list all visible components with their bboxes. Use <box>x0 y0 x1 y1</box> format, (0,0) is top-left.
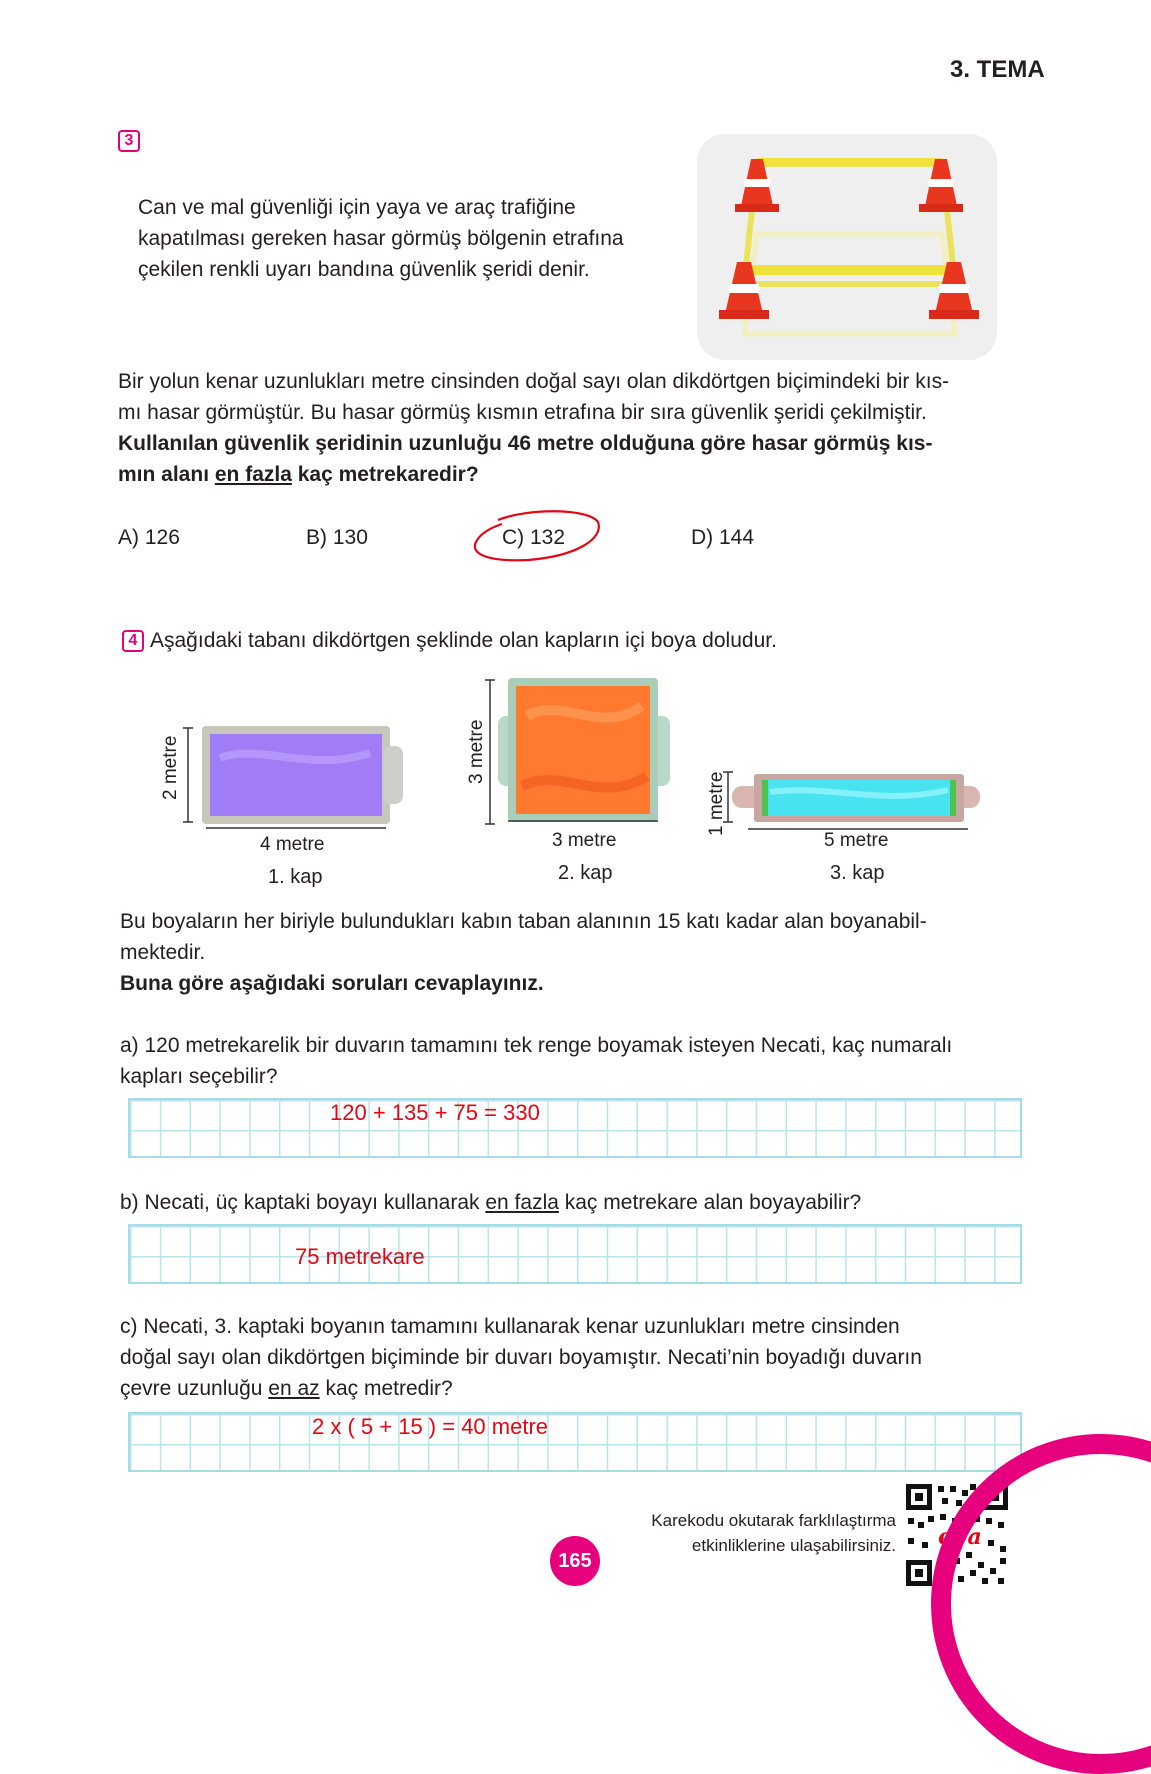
theme-heading: 3. TEMA <box>950 56 1045 83</box>
answer-grid-c[interactable] <box>128 1412 1022 1472</box>
container-2-width: 3 metre <box>552 830 617 851</box>
underlined-text: en fazla <box>214 463 292 486</box>
answer-circle-mark <box>468 508 604 568</box>
qr-caption <box>600 1508 896 1558</box>
question-4-paragraph <box>120 906 1040 999</box>
underlined-text: en az <box>268 1377 320 1400</box>
text-part: b) Necati, üç kaptaki boyayı kullanarak <box>120 1191 486 1214</box>
text-line <box>120 1373 1060 1404</box>
dimension-label: 3 metre <box>466 719 487 784</box>
instruction-line: Buna göre aşağıdaki soruları cevaplayınız. <box>120 972 544 995</box>
text-part: kaç metredir? <box>319 1377 453 1400</box>
text-part: mın alanı <box>118 463 215 486</box>
text-line: Bu boyaların her biriyle bulundukları kabın taban alanının 15 katı kadar alan boyanabil- <box>120 910 927 933</box>
text-line: mektedir. <box>120 941 206 964</box>
option-d[interactable]: D) 144 <box>691 526 755 549</box>
handwritten-answer-b: 75 metrekare <box>295 1244 425 1269</box>
container-2-name: 2. kap <box>558 862 613 884</box>
text-line: kapları seçebilir? <box>120 1065 278 1088</box>
sub-question-a <box>120 1030 1050 1092</box>
answer-grid-b[interactable] <box>128 1224 1022 1284</box>
container-1-width: 4 metre <box>260 834 325 855</box>
eba-logo: eba <box>938 1524 982 1550</box>
dimension-label: 2 metre <box>160 735 181 800</box>
intro-line: Can ve mal güvenliği için yaya ve araç trafiğine <box>138 196 576 219</box>
container-1-illustration <box>180 718 410 830</box>
text-line: doğal sayı olan dikdörtgen biçiminde bir duvarı boyamıştır. Necati’nin boyadığı duvarın <box>120 1346 922 1369</box>
question-4-number: 4 <box>122 630 144 652</box>
container-2-height <box>466 720 488 784</box>
text-line: Bir yolun kenar uzunlukları metre cinsinden doğal sayı olan dikdörtgen biçimindeki bir kıs- <box>118 370 950 393</box>
container-3-width: 5 metre <box>824 830 889 851</box>
handwritten-answer-a: 120 + 135 + 75 = 330 <box>330 1100 540 1125</box>
option-b[interactable]: B) 130 <box>306 526 368 549</box>
option-c[interactable]: C) 132 <box>502 526 566 549</box>
intro-line: kapatılması gereken hasar görmüş bölgenin etrafına <box>138 227 624 250</box>
page-number: 165 <box>550 1536 600 1586</box>
question-3-text <box>118 366 1038 490</box>
container-3-illustration <box>710 766 990 826</box>
container-2-illustration <box>482 676 672 828</box>
caption-line: Karekodu okutarak farklılaştırma <box>651 1511 896 1530</box>
question-line: Kullanılan güvenlik şeridinin uzunluğu 46 metre olduğuna göre hasar görmüş kıs- <box>118 432 933 455</box>
sub-question-b <box>120 1187 861 1218</box>
question-3-intro <box>138 192 624 285</box>
safety-tape-illustration <box>697 134 997 360</box>
container-3-height <box>706 772 728 836</box>
sub-question-c <box>120 1311 1060 1404</box>
text-line: mı hasar görmüştür. Bu hasar görmüş kısmın etrafına bir sıra güvenlik şeridi çekilmiştir. <box>118 401 927 424</box>
text-part: kaç metrekaredir? <box>291 463 479 486</box>
dimension-label: 1 metre <box>706 771 727 836</box>
question-3-number: 3 <box>118 130 140 152</box>
text-line: c) Necati, 3. kaptaki boyanın tamamını kullanarak kenar uzunlukları metre cinsinden <box>120 1315 900 1338</box>
text-part: çevre uzunluğu <box>120 1377 269 1400</box>
text-line: a) 120 metrekarelik bir duvarın tamamını tek renge boyamak isteyen Necati, kaç numaralı <box>120 1034 953 1057</box>
answer-grid-a[interactable] <box>128 1098 1022 1158</box>
caption-line: etkinliklerine ulaşabilirsiniz. <box>691 1536 896 1555</box>
container-3-name: 3. kap <box>830 862 885 884</box>
text-part: kaç metrekare alan boyayabilir? <box>558 1191 862 1214</box>
underlined-text: en fazla <box>485 1191 559 1214</box>
container-2-width-line <box>508 816 658 826</box>
container-1-name: 1. kap <box>268 866 323 888</box>
handwritten-answer-c: 2 x ( 5 + 15 ) = 40 metre <box>312 1414 549 1439</box>
container-1-height <box>160 736 182 800</box>
intro-line: çekilen renkli uyarı bandına güvenlik şeridi denir. <box>138 258 590 281</box>
option-a[interactable]: A) 126 <box>118 526 180 549</box>
question-4-intro: Aşağıdaki tabanı dikdörtgen şeklinde olan kapların içi boya doludur. <box>150 629 777 652</box>
question-line <box>118 459 1038 490</box>
